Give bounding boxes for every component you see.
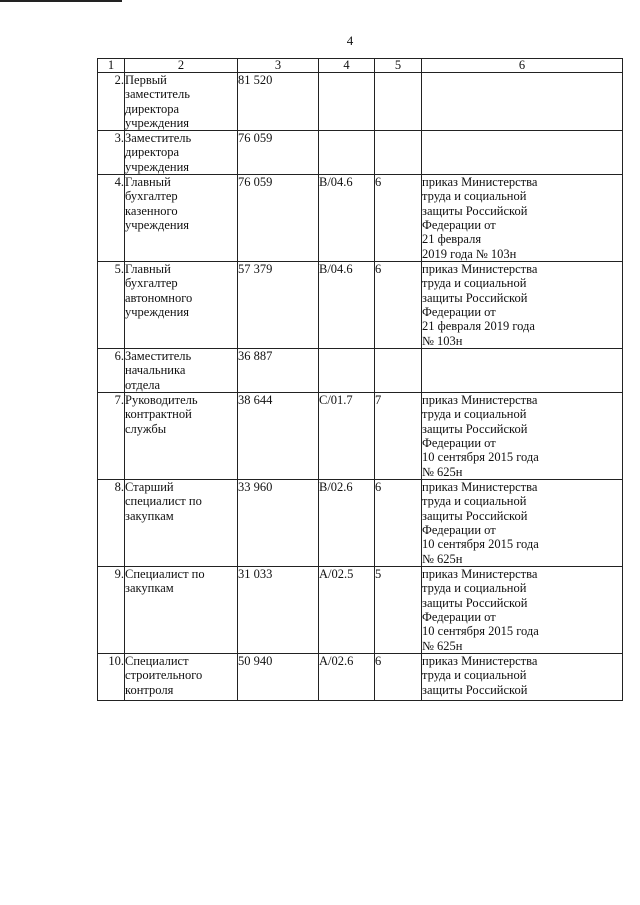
- standard-reference: приказ Министерства труда и социальной защиты Российской Федерации от 10 сентября 2015 года № 625н: [422, 393, 623, 480]
- row-number: 5.: [98, 262, 125, 349]
- qualification-level: 7: [375, 393, 422, 480]
- row-number: 3.: [98, 131, 125, 175]
- salary-amount: 76 059: [238, 131, 319, 175]
- position-name: Старший специалист по закупкам: [125, 480, 238, 567]
- qualification-level: 6: [375, 654, 422, 701]
- standard-reference: приказ Министерства труда и социальной защиты Российской Федерации от 21 февраля 2019 года № 103н: [422, 175, 623, 262]
- row-number: 9.: [98, 567, 125, 654]
- header-cell: 4: [319, 59, 375, 73]
- table-row: [98, 654, 623, 701]
- positions-table: [97, 58, 623, 701]
- salary-amount: 76 059: [238, 175, 319, 262]
- header-cell: 3: [238, 59, 319, 73]
- qualification-level: 6: [375, 480, 422, 567]
- function-code: [319, 73, 375, 131]
- standard-reference: приказ Министерства труда и социальной защиты Российской Федерации от 21 февраля 2019 года № 103н: [422, 262, 623, 349]
- qualification-level: 6: [375, 175, 422, 262]
- position-name: Специалист строительного контроля: [125, 654, 238, 701]
- function-code: A/02.6: [319, 654, 375, 701]
- position-name: Главный бухгалтер автономного учреждения: [125, 262, 238, 349]
- table-row: [98, 73, 623, 131]
- row-number: 2.: [98, 73, 125, 131]
- standard-reference: приказ Министерства труда и социальной защиты Российской: [422, 654, 623, 701]
- function-code: [319, 349, 375, 393]
- function-code: C/01.7: [319, 393, 375, 480]
- row-number: 8.: [98, 480, 125, 567]
- top-rule: [0, 0, 122, 2]
- row-number: 6.: [98, 349, 125, 393]
- header-cell: 2: [125, 59, 238, 73]
- standard-reference: [422, 349, 623, 393]
- function-code: B/02.6: [319, 480, 375, 567]
- position-name: Заместитель начальника отдела: [125, 349, 238, 393]
- position-name: Первый заместитель директора учреждения: [125, 73, 238, 131]
- table-row: [98, 480, 623, 567]
- qualification-level: 5: [375, 567, 422, 654]
- table-row: [98, 393, 623, 480]
- qualification-level: [375, 131, 422, 175]
- salary-amount: 38 644: [238, 393, 319, 480]
- qualification-level: [375, 73, 422, 131]
- qualification-level: [375, 349, 422, 393]
- standard-reference: [422, 73, 623, 131]
- salary-amount: 31 033: [238, 567, 319, 654]
- row-number: 10.: [98, 654, 125, 701]
- salary-amount: 36 887: [238, 349, 319, 393]
- table-row: [98, 567, 623, 654]
- salary-amount: 57 379: [238, 262, 319, 349]
- function-code: [319, 131, 375, 175]
- table-row: [98, 131, 623, 175]
- standard-reference: приказ Министерства труда и социальной защиты Российской Федерации от 10 сентября 2015 года № 625н: [422, 567, 623, 654]
- page-number: 4: [346, 33, 354, 48]
- header-row: [98, 59, 623, 73]
- row-number: 4.: [98, 175, 125, 262]
- position-name: Руководитель контрактной службы: [125, 393, 238, 480]
- salary-amount: 50 940: [238, 654, 319, 701]
- position-name: Главный бухгалтер казенного учреждения: [125, 175, 238, 262]
- standard-reference: приказ Министерства труда и социальной защиты Российской Федерации от 10 сентября 2015 года № 625н: [422, 480, 623, 567]
- table-row: [98, 349, 623, 393]
- salary-amount: 81 520: [238, 73, 319, 131]
- header-cell: 5: [375, 59, 422, 73]
- function-code: B/04.6: [319, 175, 375, 262]
- function-code: A/02.5: [319, 567, 375, 654]
- header-cell: 1: [98, 59, 125, 73]
- table-row: [98, 175, 623, 262]
- position-name: Специалист по закупкам: [125, 567, 238, 654]
- qualification-level: 6: [375, 262, 422, 349]
- row-number: 7.: [98, 393, 125, 480]
- table-row: [98, 262, 623, 349]
- standard-reference: [422, 131, 623, 175]
- function-code: B/04.6: [319, 262, 375, 349]
- position-name: Заместитель директора учреждения: [125, 131, 238, 175]
- salary-amount: 33 960: [238, 480, 319, 567]
- header-cell: 6: [422, 59, 623, 73]
